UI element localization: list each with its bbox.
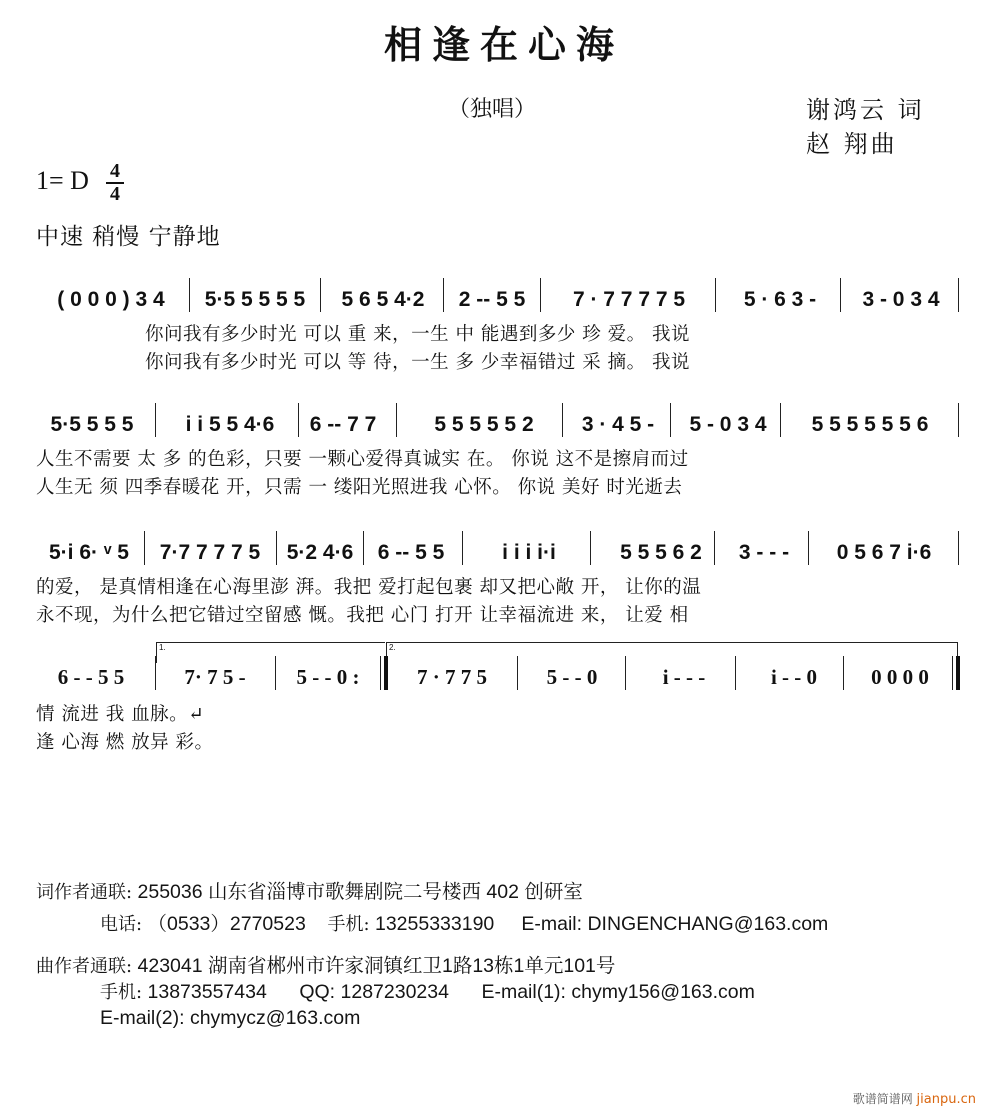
barline xyxy=(714,531,715,565)
measure: 0 0 0 0 xyxy=(871,665,929,689)
tempo-marking: 中速 稍慢 宁静地 xyxy=(36,224,221,250)
measure: 7· 7 5 - xyxy=(184,665,246,689)
barline xyxy=(958,403,959,437)
barline xyxy=(443,278,444,312)
measure: 6 -- 7 7 xyxy=(309,413,377,436)
measure: ( 0 0 0 ) 3 4 xyxy=(57,288,165,311)
measure: 3 - 0 3 4 xyxy=(862,288,940,311)
lyric-verse-1: 人生不需要 太 多 的色彩，只要 一颗心爱得真诚实 在。 你说 这不是擦肩而过 xyxy=(36,449,689,470)
notes-row xyxy=(0,403,1008,437)
barline xyxy=(540,278,541,312)
measure: 7 · 7 7 5 xyxy=(416,665,487,689)
email1-label: E-mail(1): xyxy=(481,981,566,1003)
barline xyxy=(590,531,591,565)
composer-qq: 1287230234 xyxy=(340,981,449,1003)
barline xyxy=(735,656,736,690)
barline xyxy=(562,403,563,437)
barline xyxy=(275,656,276,690)
barline xyxy=(780,403,781,437)
barline xyxy=(843,656,844,690)
measure: 6 -- 5 5 xyxy=(377,541,445,564)
lyric-verse-2: 逢 心海 燃 放异 彩。 xyxy=(36,732,214,753)
phone-label: 电话: xyxy=(100,914,143,935)
barline xyxy=(363,531,364,565)
lyricist-email: DINGENCHANG@163.com xyxy=(587,913,829,935)
measure: i - - - xyxy=(662,665,706,689)
time-signature-top: 4 xyxy=(110,160,120,182)
measure: 2 -- 5 5 xyxy=(458,288,526,311)
measure: 5 6 5 4·2 xyxy=(341,288,425,311)
composer-email-2: chymycz@163.com xyxy=(189,1007,361,1029)
measure: 7·7 7 7 7 5 xyxy=(159,541,261,564)
barline xyxy=(155,656,156,690)
barline xyxy=(144,531,145,565)
notes-row xyxy=(0,656,1008,690)
time-signature-bottom: 4 xyxy=(110,183,120,205)
repeat-end-barline xyxy=(384,656,388,690)
lyric-verse-1: 你问我有多少时光 可以 重 来，一生 中 能遇到多少 珍 爱。 我说 xyxy=(145,324,691,345)
barline xyxy=(670,403,671,437)
watermark-text: 歌谱简谱网 xyxy=(852,1092,913,1106)
barline xyxy=(958,531,959,565)
composer-address: 423041 湖南省郴州市许家洞镇红卫1路13栋1单元101号 xyxy=(137,955,616,977)
lyricist-credit: 谢鸿云 词 xyxy=(806,96,925,124)
qq-label: QQ: xyxy=(299,981,336,1003)
composer-credit: 赵 翔曲 xyxy=(806,130,898,158)
composer-contact-line xyxy=(36,950,615,978)
measure: 5·2 4·6 xyxy=(286,541,354,564)
performance-type: （独唱） xyxy=(448,97,537,122)
measure: 7 · 7 7 7 7 5 xyxy=(572,288,686,311)
lyric-verse-2: 你问我有多少时光 可以 等 待，一生 多 少幸福错过 采 摘。 我说 xyxy=(145,352,691,373)
mobile-label: 手机: xyxy=(327,914,370,935)
barline xyxy=(380,656,381,690)
first-ending-bracket: 1. xyxy=(156,642,385,663)
final-barline-thick xyxy=(956,656,960,690)
time-signature xyxy=(106,162,124,204)
lyricist-contact-label: 词作者通联: xyxy=(36,882,133,903)
composer-mobile: 13873557434 xyxy=(147,981,267,1003)
lyricist-phone-line xyxy=(100,908,828,936)
lyricist-phone: （0533）2770523 xyxy=(147,913,306,935)
email2-label: E-mail(2): xyxy=(100,1007,185,1029)
barline xyxy=(715,278,716,312)
watermark-site: jianpu.cn xyxy=(916,1092,976,1107)
barline xyxy=(320,278,321,312)
measure: 6 - - 5 5 xyxy=(57,665,125,689)
notes-row xyxy=(0,278,1008,312)
measure: 5 - - 0 : xyxy=(296,665,360,689)
measure: 5 5 5 5 5 5 6 xyxy=(811,413,929,436)
measure: 5·i 6· ᵛ 5 xyxy=(48,541,129,564)
barline xyxy=(155,403,156,437)
measure: 5 5 5 5 5 2 xyxy=(434,413,534,436)
composer-contact-label: 曲作者通联: xyxy=(36,956,133,977)
song-title: 相逢在心海 xyxy=(383,22,624,67)
lyricist-address: 255036 山东省淄博市歌舞剧院二号楼西 402 创研室 xyxy=(137,881,583,903)
lyric-verse-1: 的爱， 是真情相逢在心海里澎 湃。我把 爱打起包裹 却又把心敞 开， 让你的温 xyxy=(36,577,702,598)
measure: 5 · 6 3 - xyxy=(743,288,817,311)
barline xyxy=(958,278,959,312)
barline xyxy=(276,531,277,565)
composer-email2-line xyxy=(100,1007,360,1030)
measure: 3 · 4 5 - xyxy=(581,413,655,436)
barline xyxy=(189,278,190,312)
measure: 3 - - - xyxy=(738,541,790,564)
barline xyxy=(462,531,463,565)
lyricist-mobile: 13255333190 xyxy=(374,913,495,935)
composer-phone-line xyxy=(100,978,755,1004)
key-signature: 1= D xyxy=(36,166,89,195)
measure: 5 - - 0 xyxy=(546,665,598,689)
lyric-verse-2: 人生无 须 四季春暖花 开，只需 一 缕阳光照进我 心怀。 你说 美好 时光逝去 xyxy=(36,477,683,498)
barline xyxy=(625,656,626,690)
watermark xyxy=(853,1090,976,1107)
email-label: E-mail: xyxy=(521,913,583,935)
notes-row xyxy=(0,531,1008,565)
mobile-label: 手机: xyxy=(100,982,143,1003)
barline xyxy=(396,403,397,437)
lyricist-contact-line xyxy=(36,876,583,904)
barline xyxy=(808,531,809,565)
final-barline-thin xyxy=(952,656,953,690)
measure: 5·5 5 5 5 5 xyxy=(204,288,306,311)
composer-email-1: chymy156@163.com xyxy=(571,981,755,1003)
measure: 5·5 5 5 5 xyxy=(50,413,134,436)
measure: i i 5 5 4·6 xyxy=(185,413,275,436)
barline xyxy=(517,656,518,690)
lyric-verse-2: 永不现，为什么把它错过空留感 慨。我把 心门 打开 让幸福流进 来， 让爱 相 xyxy=(36,605,689,626)
measure: i i i i·i xyxy=(502,541,556,564)
measure: 0 5 6 7 i·6 xyxy=(836,541,932,564)
measure: i - - 0 xyxy=(770,665,818,689)
lyric-verse-1: 情 流进 我 血脉。↵ xyxy=(36,704,205,725)
second-ending-bracket: 2. xyxy=(386,642,958,663)
barline xyxy=(840,278,841,312)
barline xyxy=(298,403,299,437)
measure: 5 5 5 6 2 xyxy=(620,541,702,564)
measure: 5 - 0 3 4 xyxy=(689,413,767,436)
